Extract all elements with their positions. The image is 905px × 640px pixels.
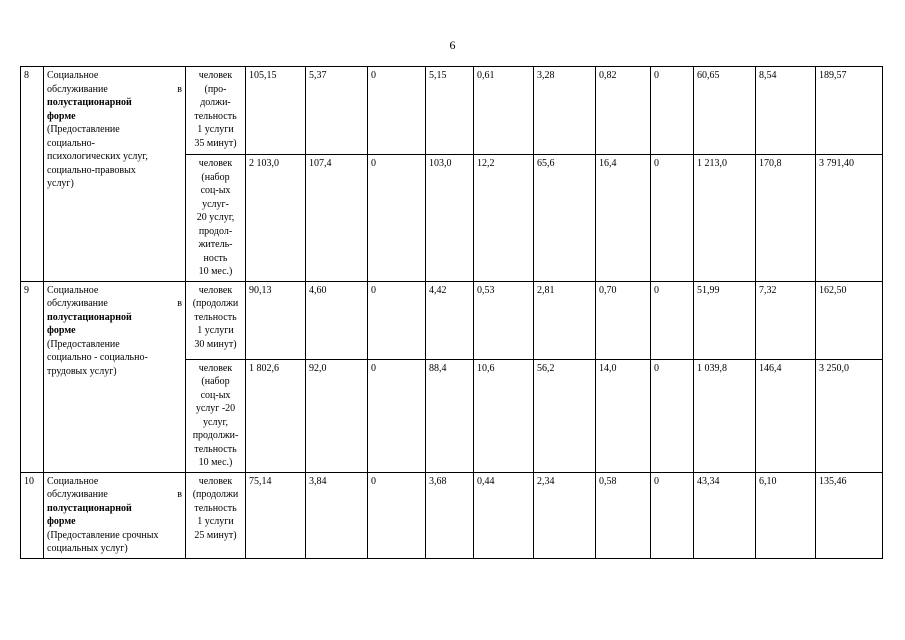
unit-text-line: человек [198,284,233,296]
value-cell: 12,2 [474,155,534,282]
service-form-label: форме [47,325,76,336]
service-text-line: услуг) [47,178,74,189]
unit-text-line: 1 услуги [197,124,234,135]
value-cell: 3 791,40 [816,155,883,282]
value-cell: 88,4 [426,359,474,472]
unit-text-line: человек [198,70,233,81]
value-cell: 0 [368,67,426,155]
value-cell: 3,68 [426,472,474,558]
unit-text-line: (продолжи [192,298,239,309]
unit-text-line: 30 минут) [194,338,237,350]
value-cell: 2 103,0 [246,155,306,282]
value-cell: 2,81 [534,281,596,359]
value-cell: 0 [368,359,426,472]
service-text-line: психологических услуг, [47,151,148,162]
service-text-line: Социальное [47,284,99,296]
value-cell: 146,4 [756,359,816,472]
value-cell: 3 250,0 [816,359,883,472]
unit-text-line: продолжи- [192,430,239,441]
value-cell: 1 802,6 [246,359,306,472]
value-cell: 103,0 [426,155,474,282]
value-cell: 0 [651,67,694,155]
service-description [44,281,186,472]
value-cell: 90,13 [246,281,306,359]
table-row [21,281,883,359]
value-cell: 6,10 [756,472,816,558]
value-cell: 135,46 [816,472,883,558]
unit-text-line: услуг- [202,198,229,210]
value-cell: 3,28 [534,67,596,155]
unit-text-line: 1 услуги [197,325,234,336]
value-cell: 1 039,8 [694,359,756,472]
value-cell: 162,50 [816,281,883,359]
unit-text-line: соц-ых [200,389,231,401]
unit-text-line: (продолжи [192,489,239,500]
service-text-line: обслуживание в [47,298,182,309]
unit-text-line: житель- [198,239,233,250]
service-form-label: полустационарной [47,502,132,514]
page-number: 6 [449,38,456,52]
unit-text-line: соц-ых [200,185,231,196]
unit-text-line: тельность [194,502,237,514]
value-cell: 107,4 [306,155,368,282]
service-form-label: форме [47,516,76,527]
value-cell: 4,42 [426,281,474,359]
value-cell: 14,0 [596,359,651,472]
value-cell: 0,61 [474,67,534,155]
value-cell: 16,4 [596,155,651,282]
unit-of-measure [186,472,246,558]
value-cell: 105,15 [246,67,306,155]
value-cell: 0 [651,472,694,558]
value-cell: 170,8 [756,155,816,282]
value-cell: 92,0 [306,359,368,472]
value-cell: 0,53 [474,281,534,359]
unit-text-line: ность [203,252,228,264]
value-cell: 0,70 [596,281,651,359]
service-form-label: полустационарной [47,97,132,108]
value-cell: 5,37 [306,67,368,155]
table-body [21,67,883,559]
unit-of-measure [186,281,246,359]
unit-text-line: 35 минут) [194,137,237,149]
unit-text-line: 1 услуги [197,516,234,527]
service-text-line: социально - социально- [47,352,148,363]
service-text-line: обслуживание в [47,83,182,95]
value-cell: 75,14 [246,472,306,558]
unit-text-line: (набор [201,171,230,183]
unit-text-line: должи- [200,97,231,108]
value-cell: 189,57 [816,67,883,155]
unit-text-line: человек [198,362,233,374]
unit-text-line: тельность [194,110,237,122]
value-cell: 0,44 [474,472,534,558]
service-text-line: социально- [47,137,95,149]
value-cell: 0,58 [596,472,651,558]
value-cell: 0 [368,155,426,282]
value-cell: 0 [651,359,694,472]
value-cell: 3,84 [306,472,368,558]
unit-text-line: услуг, [203,416,228,428]
service-form-label: форме [47,110,76,122]
service-text-line: Социальное [47,475,99,487]
value-cell: 4,60 [306,281,368,359]
unit-text-line: тельность [194,443,237,455]
service-text-line: (Предоставление срочных [47,529,159,541]
row-number: 8 [21,67,44,282]
unit-text-line: 10 мес.) [198,457,233,468]
unit-text-line: человек [198,158,233,169]
service-description [44,67,186,282]
service-description [44,472,186,558]
service-text-line: (Предоставление [47,124,120,135]
value-cell: 65,6 [534,155,596,282]
service-text-line: социально-правовых [47,164,136,176]
table-row [21,67,883,155]
unit-text-line: продол- [198,225,233,237]
value-cell: 7,32 [756,281,816,359]
value-cell: 0,82 [596,67,651,155]
value-cell: 51,99 [694,281,756,359]
unit-text-line: 10 мес.) [198,266,233,277]
table-row [21,472,883,558]
unit-of-measure [186,67,246,155]
row-number: 9 [21,281,44,472]
value-cell: 0 [651,281,694,359]
tariff-table [20,66,883,559]
service-text-line: трудовых услуг) [47,365,117,377]
value-cell: 8,54 [756,67,816,155]
unit-text-line: тельность [194,311,237,323]
value-cell: 1 213,0 [694,155,756,282]
value-cell: 0 [651,155,694,282]
service-form-label: полустационарной [47,311,132,323]
unit-text-line: (про- [204,83,227,95]
service-text-line: обслуживание в [47,489,182,500]
unit-text-line: (набор [201,376,230,387]
service-text-line: (Предоставление [47,338,120,350]
value-cell: 10,6 [474,359,534,472]
value-cell: 0 [368,472,426,558]
value-cell: 0 [368,281,426,359]
service-text-line: социальных услуг) [47,543,128,554]
unit-of-measure [186,359,246,472]
value-cell: 56,2 [534,359,596,472]
value-cell: 5,15 [426,67,474,155]
unit-text-line: 20 услуг, [196,212,235,223]
value-cell: 2,34 [534,472,596,558]
service-text-line: Социальное [47,70,99,81]
row-number: 10 [21,472,44,558]
unit-of-measure [186,155,246,282]
unit-text-line: человек [198,475,233,487]
value-cell: 43,34 [694,472,756,558]
value-cell: 60,65 [694,67,756,155]
unit-text-line: услуг -20 [195,403,236,414]
unit-text-line: 25 минут) [194,529,237,541]
